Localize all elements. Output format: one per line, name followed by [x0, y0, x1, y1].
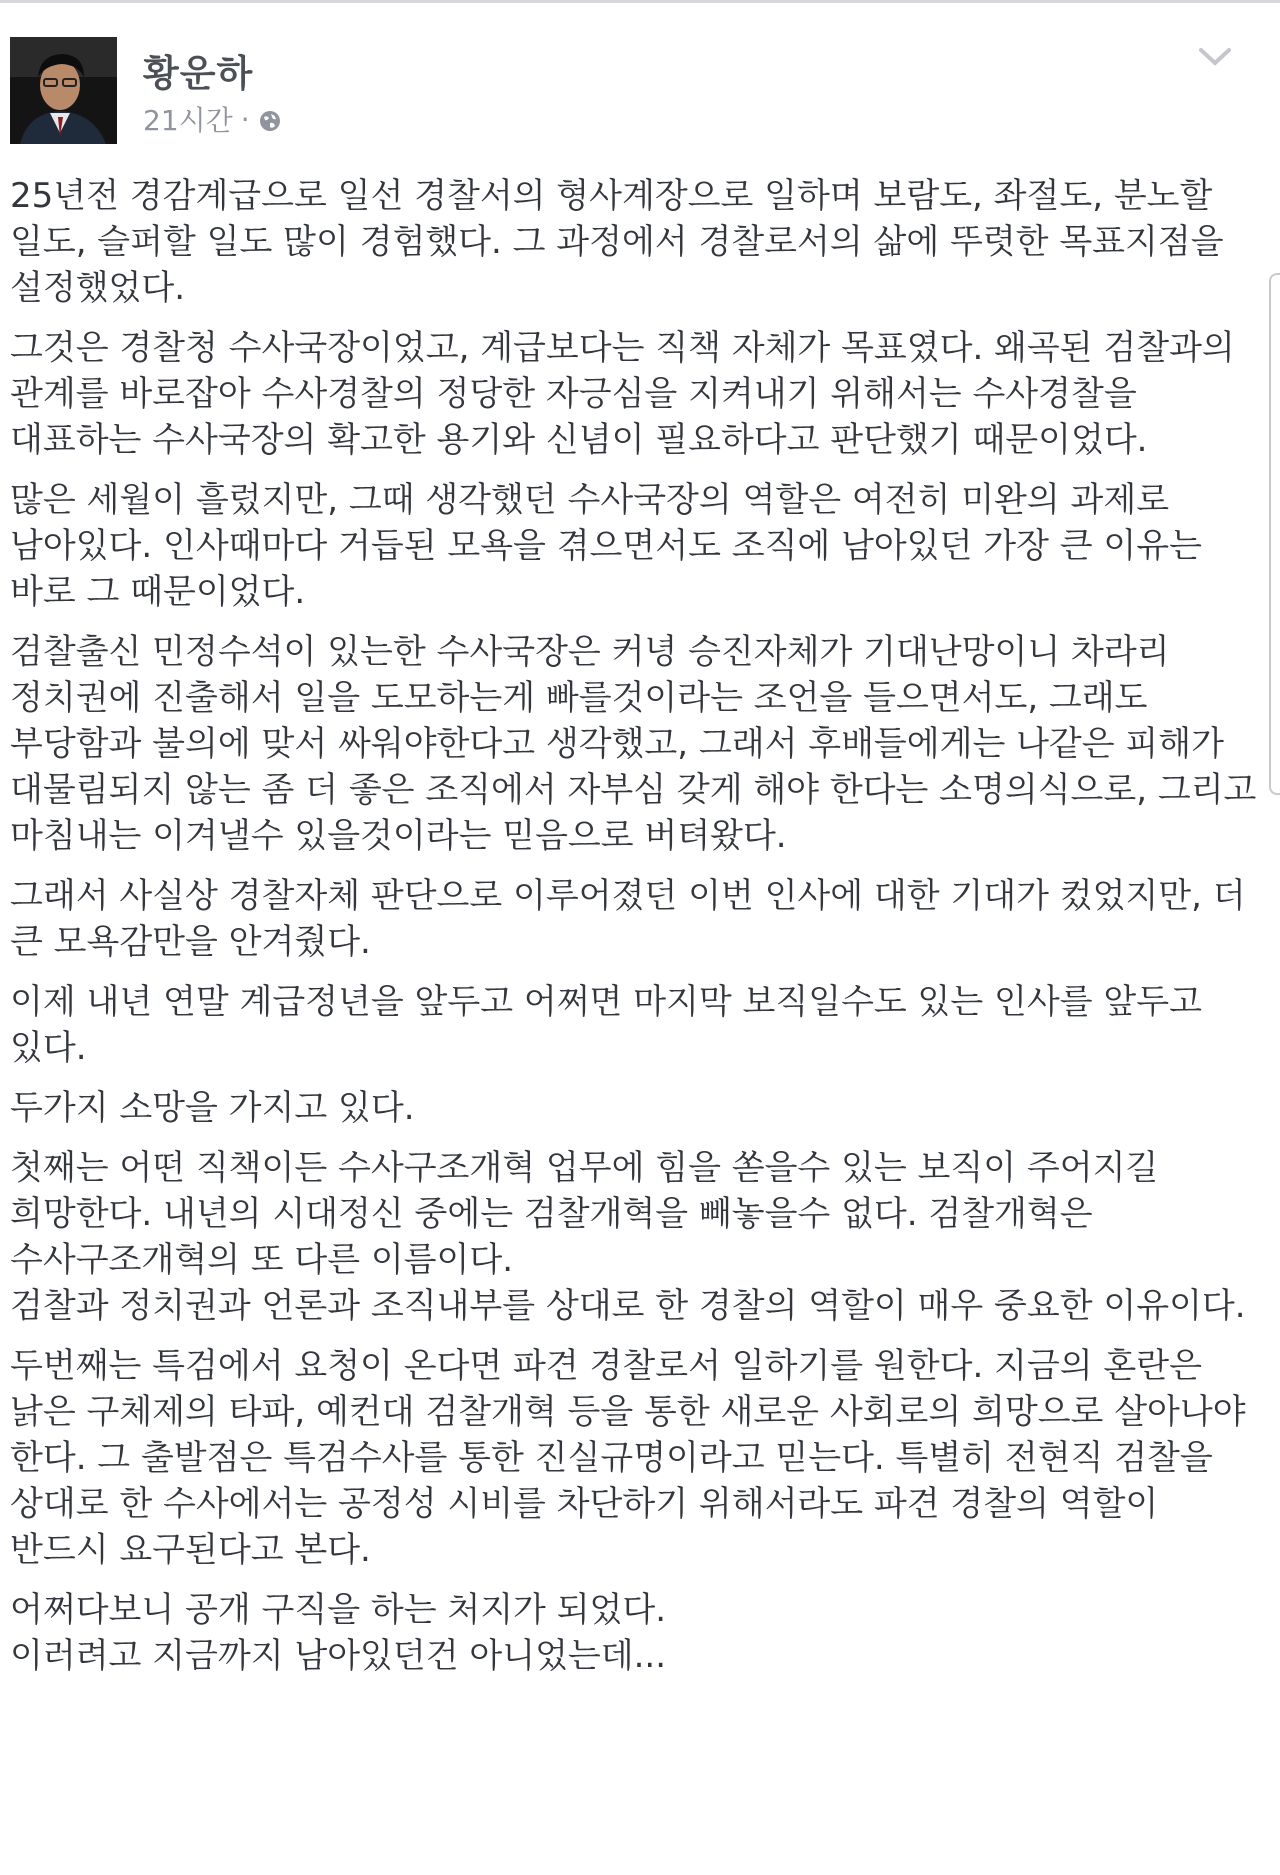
author-name[interactable]: 황운하: [143, 52, 254, 95]
post-paragraph: 어쩌다보니 공개 구직을 하는 처지가 되었다. 이러려고 지금까지 남아있던건 아니었는데...: [10, 1590, 667, 1676]
post-paragraph: 두번째는 특검에서 요청이 온다면 파견 경찰로서 일하기를 원한다. 지금의 혼란은 낡은 구체제의 타파, 예컨대 검찰개혁 등을 통한 새로운 사회로의 희망으로 살아나야 한다. 그 출발점은 특검수사를 통한 진실규명이라고 믿는다. 특별히 전현직 검찰을 상대로 한 수사에서는 공정성 시비를 차단하기 위해서라도 파견 경찰의 역할이 반드시 요구된다고 본다.: [10, 1346, 1246, 1570]
post-paragraph: 그것은 경찰청 수사국장이었고, 계급보다는 직책 자체가 목표였다. 왜곡된 검찰과의 관계를 바로잡아 수사경찰의 정당한 자긍심을 지켜내기 위해서는 수사경찰을 대표하는 수사국장의 확고한 용기와 신념이 필요하다고 판단했기 때문이었다.: [10, 328, 1235, 460]
post-paragraph: 검찰출신 민정수석이 있는한 수사국장은 커녕 승진자체가 기대난망이니 차라리 정치권에 진출해서 일을 도모하는게 빠를것이라는 조언을 들으면서도, 그래도 부당함과 불의에 맞서 싸워야한다고 생각했고, 그래서 후배들에게는 나같은 피해가 대물림되지 않는 좀 더 좋은 조직에서 자부심 갖게 해야 한다는 소명의식으로, 그리고 마침내는 이겨낼수 있을것이라는 믿음으로 버텨왔다.: [10, 632, 1257, 856]
chevron-down-icon[interactable]: [1198, 47, 1232, 67]
facebook-post: [0, 3, 1280, 1875]
post-header: [10, 37, 1260, 147]
globe-icon[interactable]: [258, 107, 282, 131]
scrollbar[interactable]: [1269, 273, 1280, 795]
post-body: [10, 173, 1260, 1693]
post-paragraph: 그래서 사실상 경찰자체 판단으로 이루어졌던 이번 인사에 대한 기대가 컸었지만, 더 큰 모욕감만을 안겨줬다.: [10, 876, 1246, 962]
avatar[interactable]: [10, 37, 117, 144]
meta-separator: ·: [240, 102, 250, 136]
post-meta: [143, 99, 282, 139]
post-paragraph: 많은 세월이 흘렀지만, 그때 생각했던 수사국장의 역할은 여전히 미완의 과제로 남아있다. 인사때마다 거듭된 모욕을 겪으면서도 조직에 남아있던 가장 큰 이유는 바로 그 때문이었다.: [10, 480, 1202, 612]
post-paragraph: 이제 내년 연말 계급정년을 앞두고 어쩌면 마지막 보직일수도 있는 인사를 앞두고 있다.: [10, 982, 1202, 1068]
post-paragraph: 두가지 소망을 가지고 있다.: [10, 1088, 415, 1128]
post-timestamp[interactable]: 21시간: [143, 104, 233, 137]
post-paragraph: 25년전 경감계급으로 일선 경찰서의 형사계장으로 일하며 보람도, 좌절도, 분노할 일도, 슬퍼할 일도 많이 경험했다. 그 과정에서 경찰로서의 삶에 뚜렷한 목표지점을 설정했었다.: [10, 176, 1224, 308]
post-paragraph: 첫째는 어떤 직책이든 수사구조개혁 업무에 힘을 쏟을수 있는 보직이 주어지길 희망한다. 내년의 시대정신 중에는 검찰개혁을 빼놓을수 없다. 검찰개혁은 수사구조개혁의 또 다른 이름이다. 검찰과 정치권과 언론과 조직내부를 상대로 한 경찰의 역할이 매우 중요한 이유이다.: [10, 1148, 1246, 1326]
